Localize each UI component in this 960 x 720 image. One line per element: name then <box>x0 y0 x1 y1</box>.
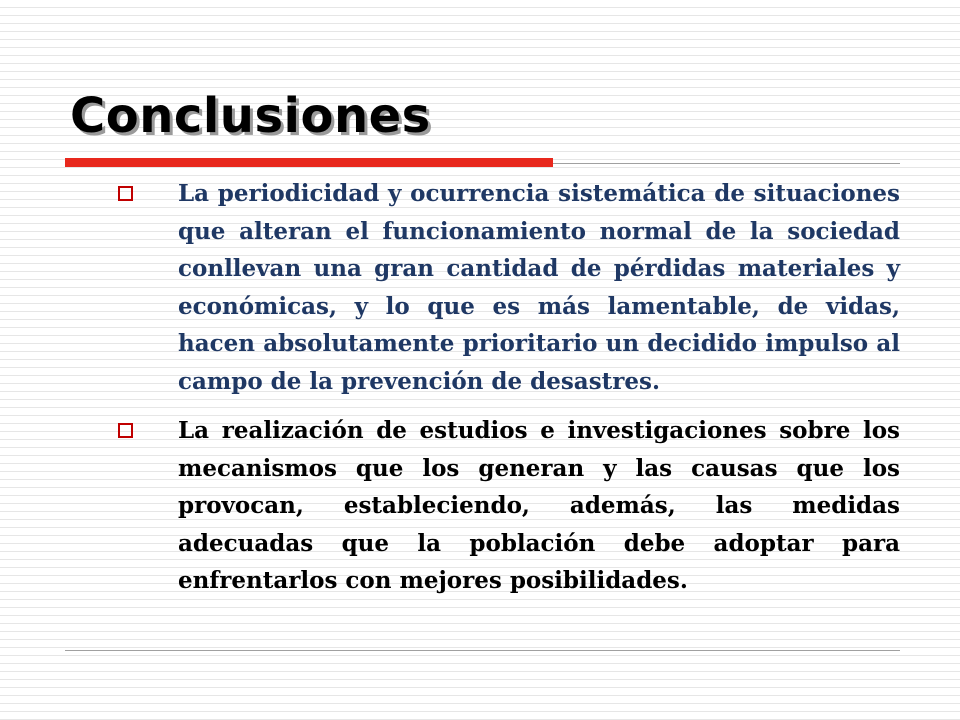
slide-title: Conclusiones <box>70 88 431 144</box>
hollow-square-icon <box>118 423 133 438</box>
bullet-list <box>113 175 900 612</box>
bottom-divider-line <box>65 650 900 651</box>
title-divider-line <box>553 163 900 164</box>
bullet-text: La periodicidad y ocurrencia sistemática de situaciones que alteran el funcionamiento normal de la sociedad conllevan una gran cantidad de pérdidas materiales y económicas, y lo que es más lamentable, de vidas, hacen absolutamente prioritario un decidido impulso al campo de la prevención de desastres. <box>178 180 900 395</box>
bullet-item <box>113 412 900 600</box>
title-accent-bar <box>65 158 553 167</box>
bullet-text: La realización de estudios e investigaciones sobre los mecanismos que los generan y las causas que los provocan, estableciendo, además, las medidas adecuadas que la población debe adoptar para enfrentarlos con mejores posibilidades. <box>178 417 900 594</box>
hollow-square-icon <box>118 186 133 201</box>
bullet-item <box>113 175 900 400</box>
